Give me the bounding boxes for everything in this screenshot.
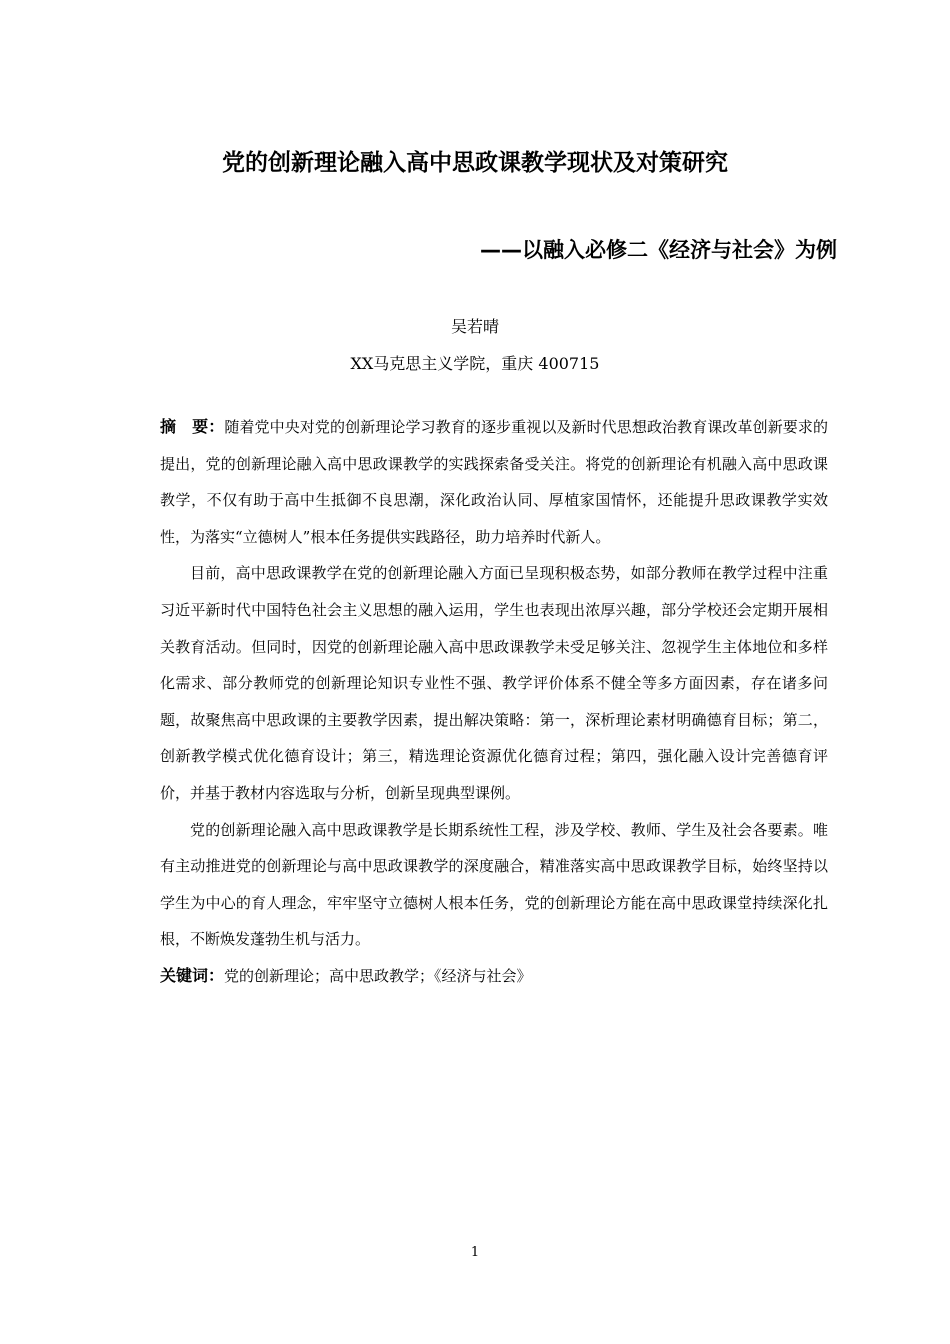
abstract-section: [160, 409, 828, 995]
abstract-paragraph-1: [160, 409, 828, 555]
author-name: 吴若晴: [450, 317, 499, 336]
keywords-line: [160, 958, 828, 995]
abstract-label: 摘 要：: [160, 417, 225, 436]
abstract-paragraph-3: 党的创新理论融入高中思政课教学是长期系统性工程，涉及学校、教师、学生及社会各要素。唯有主动推进党的创新理论与高中思政课教学的深度融合，精准落实高中思政课教学目标，始终坚持以学生为中心的育人理念，牢牢坚守立德树人根本任务，党的创新理论方能在高中思政课堂持续深化扎根，不断焕发蓬勃生机与活力。: [160, 820, 828, 949]
paper-title: 党的创新理论融入高中思政课教学现状及对策研究: [222, 150, 728, 176]
keywords-text: 党的创新理论；高中思政教学；《经济与社会》: [224, 966, 532, 985]
author-affiliation: XX马克思主义学院，重庆 400715: [350, 354, 600, 373]
keywords-label: 关键词：: [160, 965, 225, 985]
paper-subtitle: ——以融入必修二《经济与社会》为例: [480, 238, 837, 262]
abstract-paragraph-1-text: 随着党中央对党的创新理论学习教育的逐步重视以及新时代思想政治教育课改革创新要求的提出，党的创新理论融入高中思政课教学的实践探索备受关注。将党的创新理论有机融入高中思政课教学，不仅有助于高中生抵御不良思潮，深化政治认同、厚植家国情怀，还能提升思政课教学实效性，为落实“立德树人”根本任务提供实践路径，助力培养时代新人。: [160, 418, 828, 546]
page-number: 1: [470, 1245, 480, 1260]
abstract-paragraph-2: 目前，高中思政课教学在党的创新理论融入方面已呈现积极态势，如部分教师在教学过程中注重习近平新时代中国特色社会主义思想的融入运用，学生也表现出浓厚兴趣，部分学校还会定期开展相关教育活动。但同时，因党的创新理论融入高中思政课教学未受足够关注、忽视学生主体地位和多样化需求、部分教师党的创新理论知识专业性不强、教学评价体系不健全等多方面因素，存在诸多问题，故聚焦高中思政课的主要教学因素，提出解决策略：第一，深析理论素材明确德育目标；第二，创新教学模式优化德育设计；第三，精选理论资源优化德育过程；第四，强化融入设计完善德育评价，并基于教材内容选取与分析，创新呈现典型课例。: [160, 564, 828, 802]
